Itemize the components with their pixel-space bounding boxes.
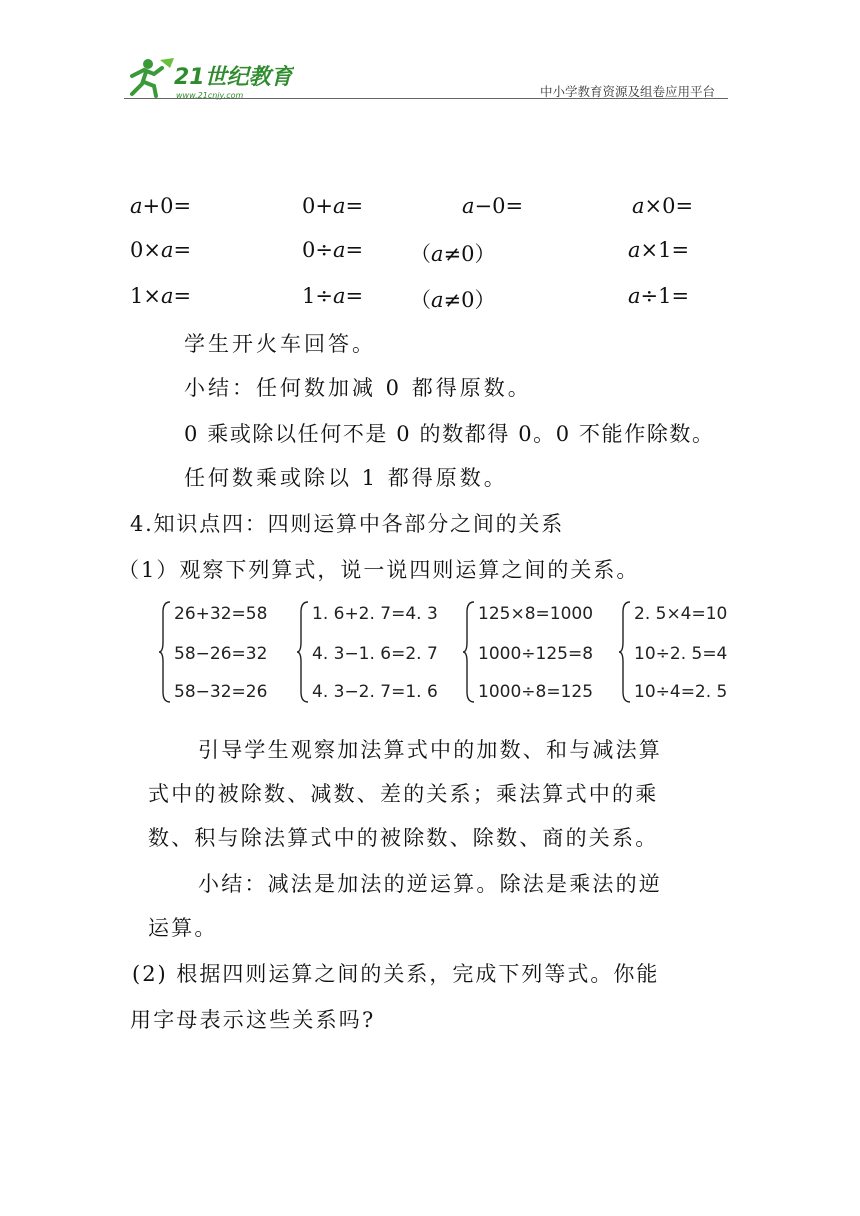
logo-text: 21世纪教育: [174, 65, 293, 90]
equation: 1000÷125=8: [478, 644, 594, 664]
brace-icon: [618, 600, 632, 704]
equation: 1. 6+2. 7=4. 3: [312, 604, 438, 624]
identity-1-div-a: 1÷a=: [302, 284, 364, 308]
identity-a-div-1: a÷1=: [628, 284, 690, 308]
brace-icon: [296, 600, 310, 704]
equation: 2. 5×4=10: [634, 604, 728, 624]
brace-icon: [158, 600, 172, 704]
equation: 26+32=58: [174, 604, 268, 624]
site-logo: [124, 54, 294, 102]
equation: 10÷4=2. 5: [634, 682, 728, 702]
identity-a-times-1: a×1=: [628, 238, 690, 262]
brace-icon: [462, 600, 476, 704]
equation: 58−26=32: [174, 644, 268, 664]
text-line: 运算。: [148, 916, 218, 940]
runner-logo-icon: [132, 58, 174, 96]
text-line: 小结：减法是加法的逆运算。除法是乘法的逆: [198, 872, 662, 896]
equation: 58−32=26: [174, 682, 268, 702]
text-line: 用字母表示这些关系吗?: [130, 1008, 376, 1032]
identity-0-plus-a: 0+a=: [302, 194, 364, 218]
equation: 125×8=1000: [478, 604, 594, 624]
text-line: 小结：任何数加减 0 都得原数。: [184, 376, 532, 400]
identity-a-times-0: a×0=: [632, 194, 694, 218]
text-line: 式中的被除数、减数、差的关系；乘法算式中的乘: [148, 782, 659, 806]
condition-a-not-0: （a≠0）: [410, 242, 496, 266]
condition-a-not-0: （a≠0）: [410, 288, 496, 312]
text-line: 学生开火车回答。: [184, 332, 376, 356]
text-line: 0 乘或除以任何不是 0 的数都得 0。0 不能作除数。: [184, 422, 715, 446]
text-line: 引导学生观察加法算式中的加数、和与减法算: [198, 738, 662, 762]
identity-a-plus-0: a+0=: [130, 194, 192, 218]
equation: 4. 3−2. 7=1. 6: [312, 682, 438, 702]
section-heading: 4.知识点四：四则运算中各部分之间的关系: [130, 512, 565, 536]
identity-1-times-a: 1×a=: [130, 284, 192, 308]
equation: 10÷2. 5=4: [634, 644, 728, 664]
equation: 4. 3−1. 6=2. 7: [312, 644, 438, 664]
header-divider: [124, 98, 728, 99]
header-platform-text: 中小学教育资源及组卷应用平台: [540, 84, 716, 99]
identity-a-minus-0: a−0=: [462, 194, 524, 218]
text-line: (2) 根据四则运算之间的关系，完成下列等式。你能: [132, 962, 660, 986]
identity-0-times-a: 0×a=: [130, 238, 192, 262]
text-line: 数、积与除法算式中的被除数、除数、商的关系。: [148, 826, 659, 850]
text-line: 任何数乘或除以 1 都得原数。: [184, 466, 508, 490]
text-line: （1）观察下列算式，说一说四则运算之间的关系。: [118, 558, 640, 582]
logo-url: www.21cnjy.com: [176, 91, 244, 100]
equation: 1000÷8=125: [478, 682, 594, 702]
identity-0-div-a: 0÷a=: [302, 238, 364, 262]
